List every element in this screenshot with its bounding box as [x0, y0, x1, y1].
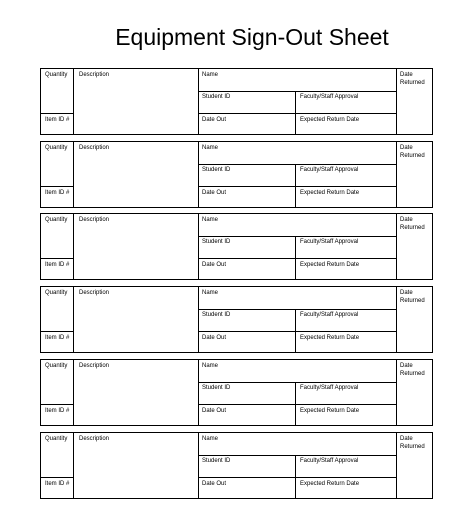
quantity-label: Quantity	[45, 363, 68, 369]
item-id-label: Item ID #	[45, 408, 70, 414]
date-out-label: Date Out	[202, 117, 227, 123]
approval-label: Faculty/Staff Approval	[300, 458, 359, 464]
sign-out-form	[40, 432, 433, 499]
divider	[396, 69, 397, 134]
divider	[198, 360, 199, 425]
divider	[198, 287, 199, 352]
date-returned-label: Date	[400, 217, 413, 223]
divider	[396, 433, 397, 498]
name-label: Name	[202, 290, 219, 296]
date-returned-label: Date	[400, 145, 413, 151]
page-title: Equipment Sign-Out Sheet	[115, 24, 389, 50]
date-out-label: Date Out	[202, 408, 227, 414]
approval-label: Faculty/Staff Approval	[300, 239, 359, 245]
divider	[198, 477, 396, 478]
divider	[198, 309, 396, 310]
approval-label: Faculty/Staff Approval	[300, 167, 359, 173]
divider	[73, 360, 74, 425]
divider	[198, 164, 396, 165]
date-out-label: Date Out	[202, 481, 227, 487]
date-returned-label: Date	[400, 290, 413, 296]
date-out-label: Date Out	[202, 262, 227, 268]
divider	[198, 186, 396, 187]
expected-return-label: Expected Return Date	[300, 262, 360, 268]
date-returned-label: Returned	[400, 298, 425, 304]
expected-return-label: Expected Return Date	[300, 408, 360, 414]
expected-return-label: Expected Return Date	[300, 481, 360, 487]
student-id-label: Student ID	[202, 167, 231, 173]
divider	[73, 142, 74, 207]
date-returned-label: Returned	[400, 153, 425, 159]
description-label: Description	[79, 217, 110, 223]
expected-return-label: Expected Return Date	[300, 335, 360, 341]
divider	[198, 142, 199, 207]
description-label: Description	[79, 290, 110, 296]
divider	[198, 69, 199, 134]
divider	[198, 382, 396, 383]
quantity-label: Quantity	[45, 217, 68, 223]
name-label: Name	[202, 145, 219, 151]
divider	[73, 433, 74, 498]
divider	[73, 69, 74, 134]
quantity-label: Quantity	[45, 145, 68, 151]
divider	[198, 331, 396, 332]
name-label: Name	[202, 363, 219, 369]
divider	[198, 404, 396, 405]
date-returned-label: Returned	[400, 225, 425, 231]
date-out-label: Date Out	[202, 335, 227, 341]
divider	[41, 113, 73, 114]
quantity-label: Quantity	[45, 72, 68, 78]
sign-out-form	[40, 359, 433, 426]
divider	[198, 236, 396, 237]
divider	[41, 258, 73, 259]
divider	[396, 214, 397, 279]
divider	[41, 477, 73, 478]
approval-label: Faculty/Staff Approval	[300, 312, 359, 318]
divider	[41, 404, 73, 405]
date-returned-label: Date	[400, 72, 413, 78]
description-label: Description	[79, 145, 110, 151]
quantity-label: Quantity	[45, 436, 68, 442]
name-label: Name	[202, 72, 219, 78]
student-id-label: Student ID	[202, 458, 231, 464]
date-returned-label: Returned	[400, 80, 425, 86]
quantity-label: Quantity	[45, 290, 68, 296]
item-id-label: Item ID #	[45, 117, 70, 123]
sign-out-form	[40, 213, 433, 280]
item-id-label: Item ID #	[45, 190, 70, 196]
item-id-label: Item ID #	[45, 481, 70, 487]
divider	[396, 360, 397, 425]
student-id-label: Student ID	[202, 312, 231, 318]
student-id-label: Student ID	[202, 94, 231, 100]
sign-out-form	[40, 68, 433, 135]
divider	[198, 113, 396, 114]
date-returned-label: Returned	[400, 371, 425, 377]
date-returned-label: Returned	[400, 444, 425, 450]
sign-out-form	[40, 286, 433, 353]
date-returned-label: Date	[400, 363, 413, 369]
approval-label: Faculty/Staff Approval	[300, 94, 359, 100]
date-out-label: Date Out	[202, 190, 227, 196]
divider	[198, 258, 396, 259]
expected-return-label: Expected Return Date	[300, 190, 360, 196]
divider	[396, 142, 397, 207]
divider	[198, 214, 199, 279]
divider	[198, 455, 396, 456]
name-label: Name	[202, 436, 219, 442]
item-id-label: Item ID #	[45, 262, 70, 268]
sign-out-form	[40, 141, 433, 208]
student-id-label: Student ID	[202, 385, 231, 391]
description-label: Description	[79, 436, 110, 442]
student-id-label: Student ID	[202, 239, 231, 245]
item-id-label: Item ID #	[45, 335, 70, 341]
divider	[396, 287, 397, 352]
name-label: Name	[202, 217, 219, 223]
expected-return-label: Expected Return Date	[300, 117, 360, 123]
date-returned-label: Date	[400, 436, 413, 442]
approval-label: Faculty/Staff Approval	[300, 385, 359, 391]
divider	[73, 214, 74, 279]
divider	[198, 91, 396, 92]
divider	[73, 287, 74, 352]
divider	[41, 186, 73, 187]
description-label: Description	[79, 363, 110, 369]
divider	[41, 331, 73, 332]
description-label: Description	[79, 72, 110, 78]
divider	[198, 433, 199, 498]
